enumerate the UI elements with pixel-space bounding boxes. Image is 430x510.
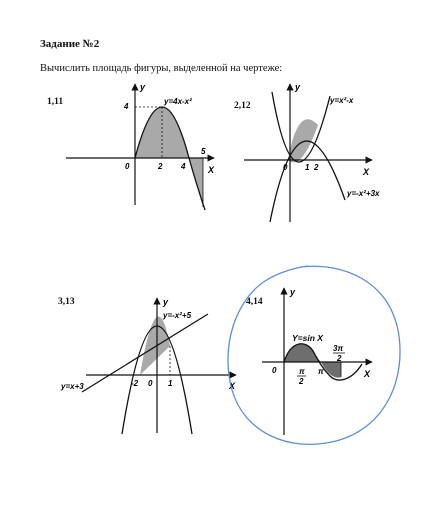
figure-1: [66, 82, 215, 210]
fig1-function-label: y=4x-x²: [164, 97, 192, 106]
fig2-origin: 0: [283, 163, 288, 172]
problem-2-label: 2,12: [234, 101, 251, 111]
fig3-tick-m2: -2: [131, 379, 139, 388]
fig3-x-label: X: [229, 381, 236, 391]
problem-1-label: 1,11: [47, 97, 64, 107]
fig2-y-label: y: [295, 82, 301, 92]
fig2-tick-1: 1: [305, 163, 310, 172]
fig4-y-label: y: [290, 287, 296, 297]
fig3-shaded-region: [140, 317, 170, 375]
fig1-tick-2: 2: [158, 162, 163, 171]
fig4-origin: 0: [272, 366, 277, 375]
page-title: Задание №2: [40, 38, 100, 50]
fig1-tick-5: 5: [201, 147, 206, 156]
fig3-line: [82, 314, 208, 392]
figure-4: [262, 287, 372, 435]
fig4-tick-pi: π: [318, 367, 324, 376]
fig2-function-2-label: y=-x²+3x: [347, 189, 380, 198]
fig1-origin: 0: [125, 162, 130, 171]
fig4-shaded-positive: [284, 344, 321, 362]
fig1-y-label: y: [140, 82, 146, 92]
fig3-origin: 0: [148, 379, 153, 388]
figure-3: [60, 297, 236, 434]
task-text: Вычислить площадь фигуры, выделенной на чертеже:: [40, 63, 283, 74]
fig2-function-1-label: y=x²-x: [330, 96, 354, 105]
fig4-tick-pi2-den: 2: [299, 377, 304, 386]
fig1-tick-y4: 4: [124, 102, 129, 111]
fig4-tick-3pi2-num: 3π: [333, 344, 344, 353]
fig3-function-1-label: y=-x²+5: [163, 311, 192, 320]
figure-2: [244, 82, 380, 222]
problem-3-label: 3,13: [58, 297, 75, 307]
fig3-tick-1: 1: [168, 379, 173, 388]
fig4-tick-3pi2-den: 2: [337, 354, 342, 363]
fig2-shaded-region: [288, 119, 318, 162]
fig4-tick-pi2-num: π: [299, 367, 305, 376]
fig3-y-label: y: [163, 297, 169, 307]
fig2-parabola-down: [270, 141, 345, 222]
fig4-function-label: Y=sin X: [292, 333, 323, 343]
fig1-tick-4: 4: [181, 162, 186, 171]
fig3-function-2-label: y=x+3: [61, 382, 84, 391]
fig4-x-label: X: [364, 369, 371, 379]
problem-4-label: 4,14: [246, 297, 263, 307]
fig2-x-label: X: [363, 167, 370, 177]
fig2-tick-2: 2: [314, 163, 319, 172]
fig1-x-label: X: [208, 165, 215, 175]
